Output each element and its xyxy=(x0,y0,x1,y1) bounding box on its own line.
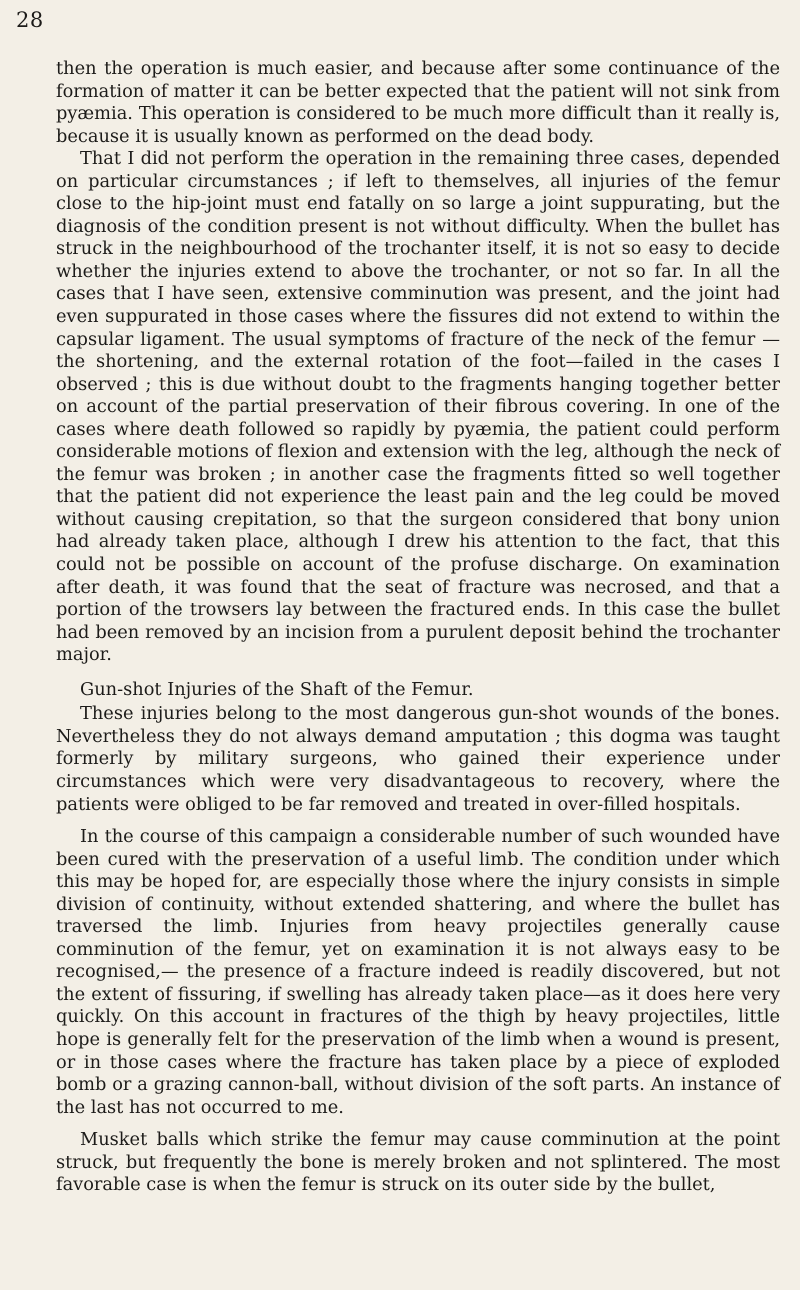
section-heading: Gun-shot Injuries of the Shaft of the Femur. xyxy=(80,678,474,700)
page-number: 28 xyxy=(16,8,44,32)
paragraph-musket-balls: Musket balls which strike the femur may cause comminution at the point struck, but frequently the bone is merely broken and not splintered. The most favorable case is when the femur is struck on its outer side by the bullet, xyxy=(56,1129,780,1196)
paragraph-shaft-injuries: These injuries belong to the most dangerous gun-shot wounds of the bones. Nevertheless they do not always demand amputation ; this dogma was taught formerly by military surgeons, who gained their experience under circumstances which were very disadvantageous to recovery, where the patients were obliged to be far removed and treated in over-filled hospitals. xyxy=(56,703,780,815)
paragraph-continued: then the operation is much easier, and because after some continuance of the formation of matter it can be better expected that the patient will not sink from pyæmia. This operation is considered to be much more difficult than it really is, because it is usually known as performed on the dead body. xyxy=(56,58,780,147)
paragraph-hip-joint-cases: That I did not perform the operation in the remaining three cases, depended on particular circumstances ; if left to themselves, all injuries of the femur close to the hip-joint must end fatally on so large a joint suppurating, but the diagnosis of the condition present is not without difficulty. When the bullet has struck in the neighbourhood of the trochanter itself, it is not so easy to decide whether the injuries extend to above the trochanter, or not so far. In all the cases that I have seen, extensive comminution was present, and the joint had even suppurated in those cases where the fissures did not extend to within the capsular ligament. The usual symptoms of fracture of the neck of the femur —the shortening, and the external rotation of the foot—failed in the cases I observed ; this is due without doubt to the fragments hanging together better on account of the partial preservation of their fibrous covering. In one of the cases where death followed so rapidly by pyæmia, the patient could perform considerable motions of flexion and extension with the leg, although the neck of the femur was broken ; in another case the fragments fitted so well together that the patient did not experience the least pain and the leg could be moved without causing crepitation, so that the surgeon considered that bony union had already taken place, although I drew his attention to the fact, that this could not be possible on account of the profuse discharge. On examination after death, it was found that the seat of fracture was necrosed, and that a portion of the trowsers lay between the fractured ends. In this case the bullet had been removed by an incision from a purulent deposit behind the trochanter major. xyxy=(56,148,780,666)
paragraph-campaign-cures: In the course of this campaign a considerable number of such wounded have been cured with the preservation of a useful limb. The condition under which this may be hoped for, are especially those where the injury consists in simple division of continuity, without extended shattering, and where the bullet has traversed the limb. Injuries from heavy projectiles generally cause comminution of the femur, yet on examination it is not always easy to be recognised,— the presence of a fracture indeed is readily discovered, but not the extent of fissuring, if swelling has already taken place—as it does here very quickly. On this account in fractures of the thigh by heavy projectiles, little hope is generally felt for the preservation of the limb when a wound is present, or in those cases where the fracture has taken place by a piece of exploded bomb or a grazing cannon-ball, without division of the soft parts. An instance of the last has not occurred to me. xyxy=(56,826,780,1118)
page-body xyxy=(56,58,780,1197)
